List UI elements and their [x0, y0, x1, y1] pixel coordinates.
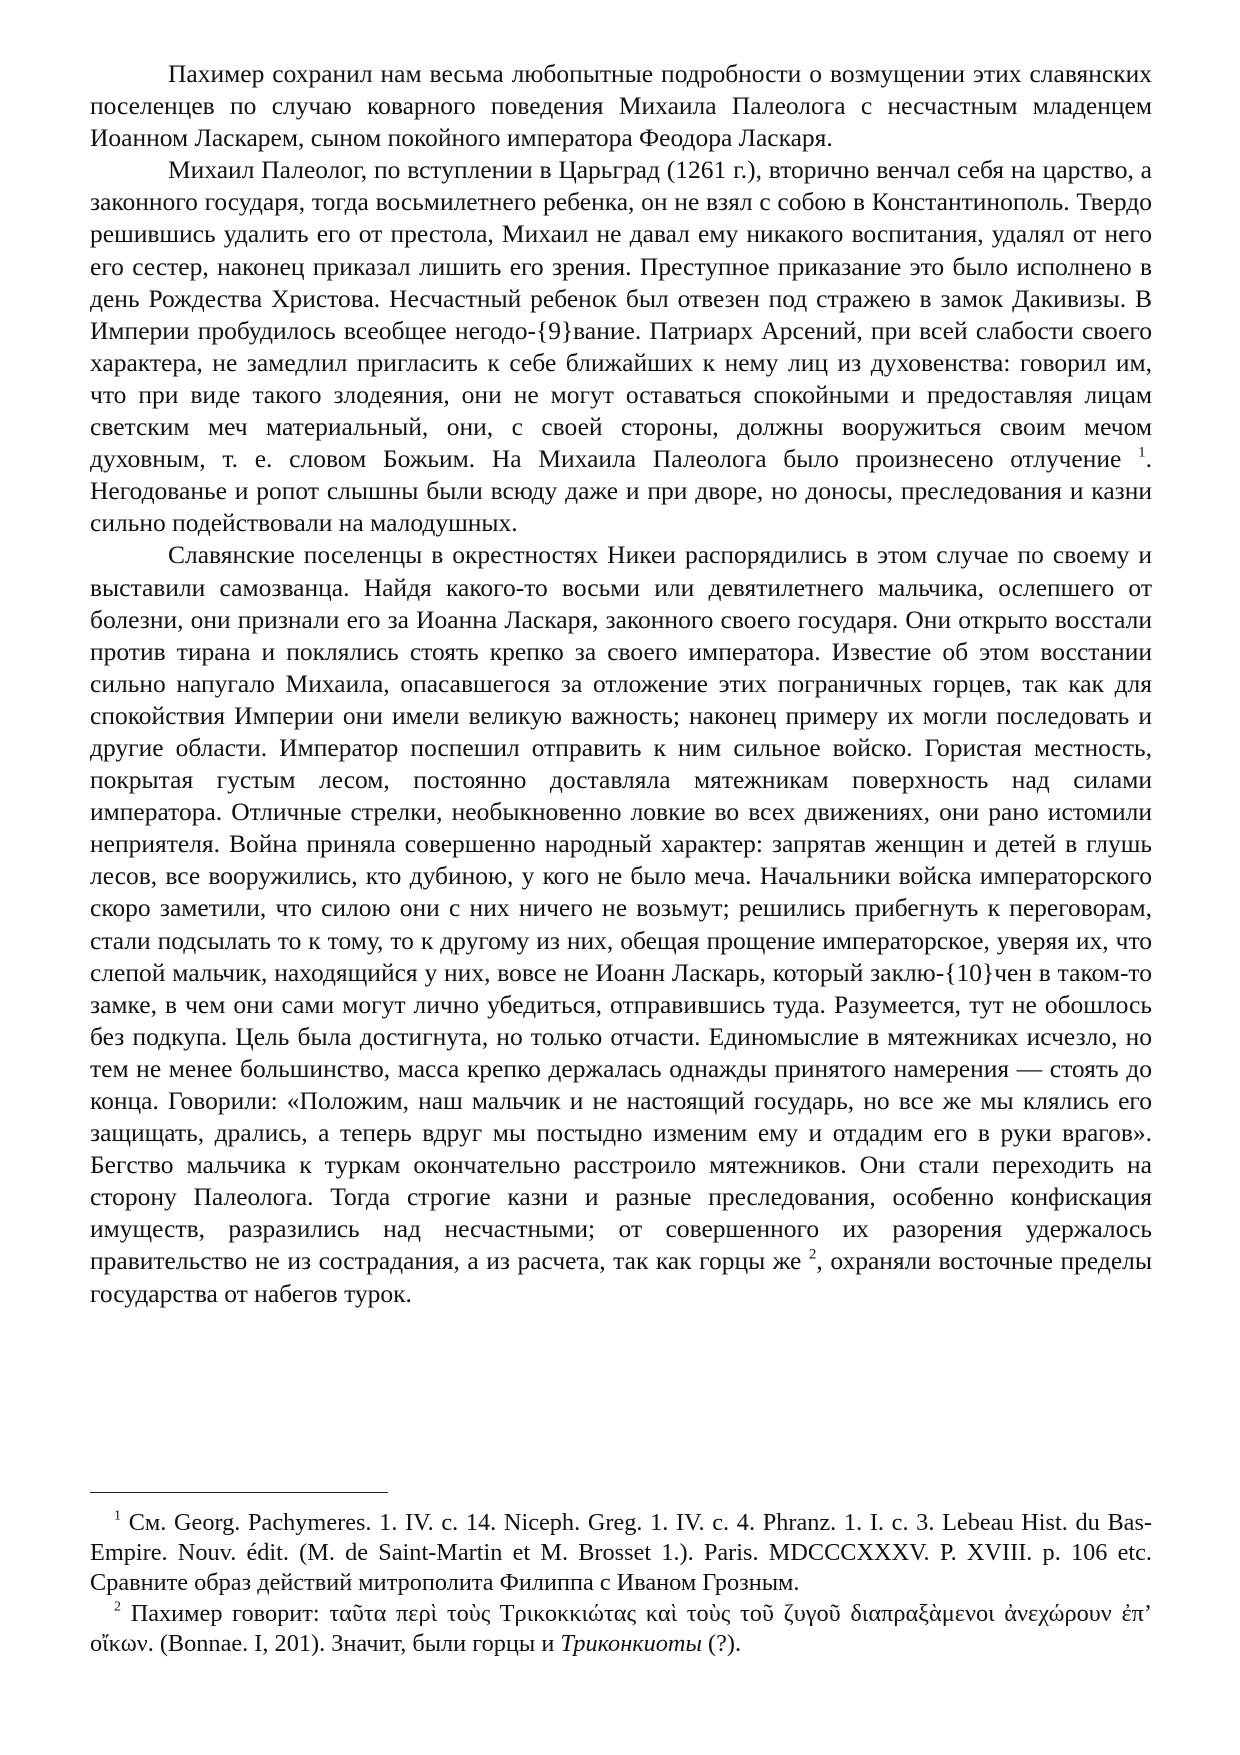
- footnote-2-text: Пахимер говорит: ταῦτα περὶ τοὺς Τρικοκκιώτας καὶ τοὺς τοῦ ζυγοῦ διαπραξὰμενοι ἀνεχώρουν ἐπ’ οἴκων. (Bonnae. I, 201). Значит, были горцы и: [90, 1599, 1153, 1657]
- paragraph-1: [90, 58, 1152, 154]
- paragraph-2-text-after: . Негодованье и ропот слышны были всюду даже и при дворе, но доносы, преследования и казни сильно подействовали на малодушных.: [90, 444, 1152, 538]
- footnote-1: [90, 1508, 1152, 1599]
- paragraph-1-text: Пахимер сохранил нам весьма любопытные подробности о возмущении этих славянских поселенцев по случаю коварного поведения Михаила Палеолога с несчастным младенцем Иоанном Ласкарем, сыном покойного императора Феодора Ласкаря.: [90, 59, 1152, 153]
- footnotes: [90, 1508, 1152, 1659]
- footnote-2: [90, 1599, 1152, 1659]
- paragraph-2: [90, 154, 1152, 539]
- paragraph-2-text: Михаил Палеолог, по вступлении в Царьград (1261 г.), вторично венчал себя на царство, а законного государя, тогда восьмилетнего ребенка, он не взял с собою в Константинополь. Твердо решившись удалить его от престола, Михаил не давал ему никакого воспитания, удалял от него его сестер, наконец приказал лишить его зрения. Преступное приказание это было исполнено в день Рождества Христова. Несчастный ребенок был отвезен под стражею в замок Дакивизы. В Империи пробудилось всеобщее негодо-{9}вание. Патриарх Арсений, при всей слабости своего характера, не замедлил пригласить к себе ближайших к нему лиц из духовенства: говорил им, что при виде такого злодеяния, они не могут оставаться спокойными и предоставляя лицам светским меч материальный, они, с своей стороны, должны вооружиться своим мечом духовным, т. е. словом Божьим. На Михаила Палеолога было произнесено отлучение: [90, 155, 1152, 474]
- footnote-mark-1: 1: [114, 1508, 121, 1524]
- footnote-1-text: См. Georg. Pachymeres. 1. IV. c. 14. Niceph. Greg. 1. IV. c. 4. Phranz. 1. I. c. 3. Lebeau Hist. du Bas-Empire. Nouv. édit. (M. de Saint-Martin et M. Brosset 1.). Paris. MDCCCXXXV. P. XVIII. p. 106 etc. Сравните образ действий митрополита Филиппа с Иваном Грозным.: [90, 1509, 1153, 1597]
- paragraph-3: [90, 539, 1152, 1309]
- footnote-ref-1[interactable]: 1: [1138, 444, 1146, 461]
- footnote-ref-2[interactable]: 2: [808, 1246, 817, 1263]
- footnote-2-italic: Триконкиоты: [560, 1629, 702, 1657]
- footnote-2-text-after: (?).: [701, 1629, 742, 1657]
- footnote-mark-2: 2: [114, 1599, 121, 1615]
- paragraph-3-text: Славянские поселенцы в окрестностях Никеи распорядились в этом случае по своему и выставили самозванца. Найдя какого-то восьми или девятилетнего мальчика, ослепшего от болезни, они признали его за Иоанна Ласкаря, законного своего государя. Они открыто восстали против тирана и поклялись стоять крепко за своего императора. Известие об этом восстании сильно напугало Михаила, опасавшегося за отложение этих пограничных горцев, так как для спокойствия Империи они имели великую важность; наконец примеру их могли последовать и другие области. Император поспешил отправить к ним сильное войско. Гористая местность, покрытая густым лесом, постоянно доставляла мятежникам поверхность над силами императора. Отличные стрелки, необыкновенно ловкие во всех движениях, они рано истомили неприятеля. Война приняла совершенно народный характер: запрятав женщин и детей в глушь лесов, все вооружились, кто дубиною, у кого не было меча. Начальники войска императорского скоро заметили, что силою они с них ничего не возьмут; решились прибегнуть к переговорам, стали подсылать то к тому, то к другому из них, обещая прощение императорское, уверяя их, что слепой мальчик, находящийся у них, вовсе не Иоанн Ласкарь, который заклю-{10}чен в таком-то замке, в чем они сами могут лично убедиться, отправившись туда. Разумеется, тут не обошлось без подкупа. Цель была достигнута, но только отчасти. Единомыслие в мятежниках исчезло, но тем не менее большинство, масса крепко держалась однажды принятого намерения — стоять до конца. Говорили: «Положим, наш мальчик и не настоящий государь, но все же мы клялись его защищать, дрались, а теперь вдруг мы постыдно изменим ему и отдадим его в руки врагов». Бегство мальчика к туркам окончательно расстроило мятежников. Они стали переходить на сторону Палеолога. Тогда строгие казни и разные преследования, особенно конфискация имуществ, разразились над несчастными; от совершенного их разорения удержалось правительство не из сострадания, а из расчета, так как горцы же: [90, 540, 1152, 1276]
- footnote-separator: [90, 1492, 388, 1493]
- main-text: [90, 58, 1152, 1310]
- paragraph-3-text-after: , охраняли восточные пределы государства от набегов турок.: [90, 1246, 1153, 1308]
